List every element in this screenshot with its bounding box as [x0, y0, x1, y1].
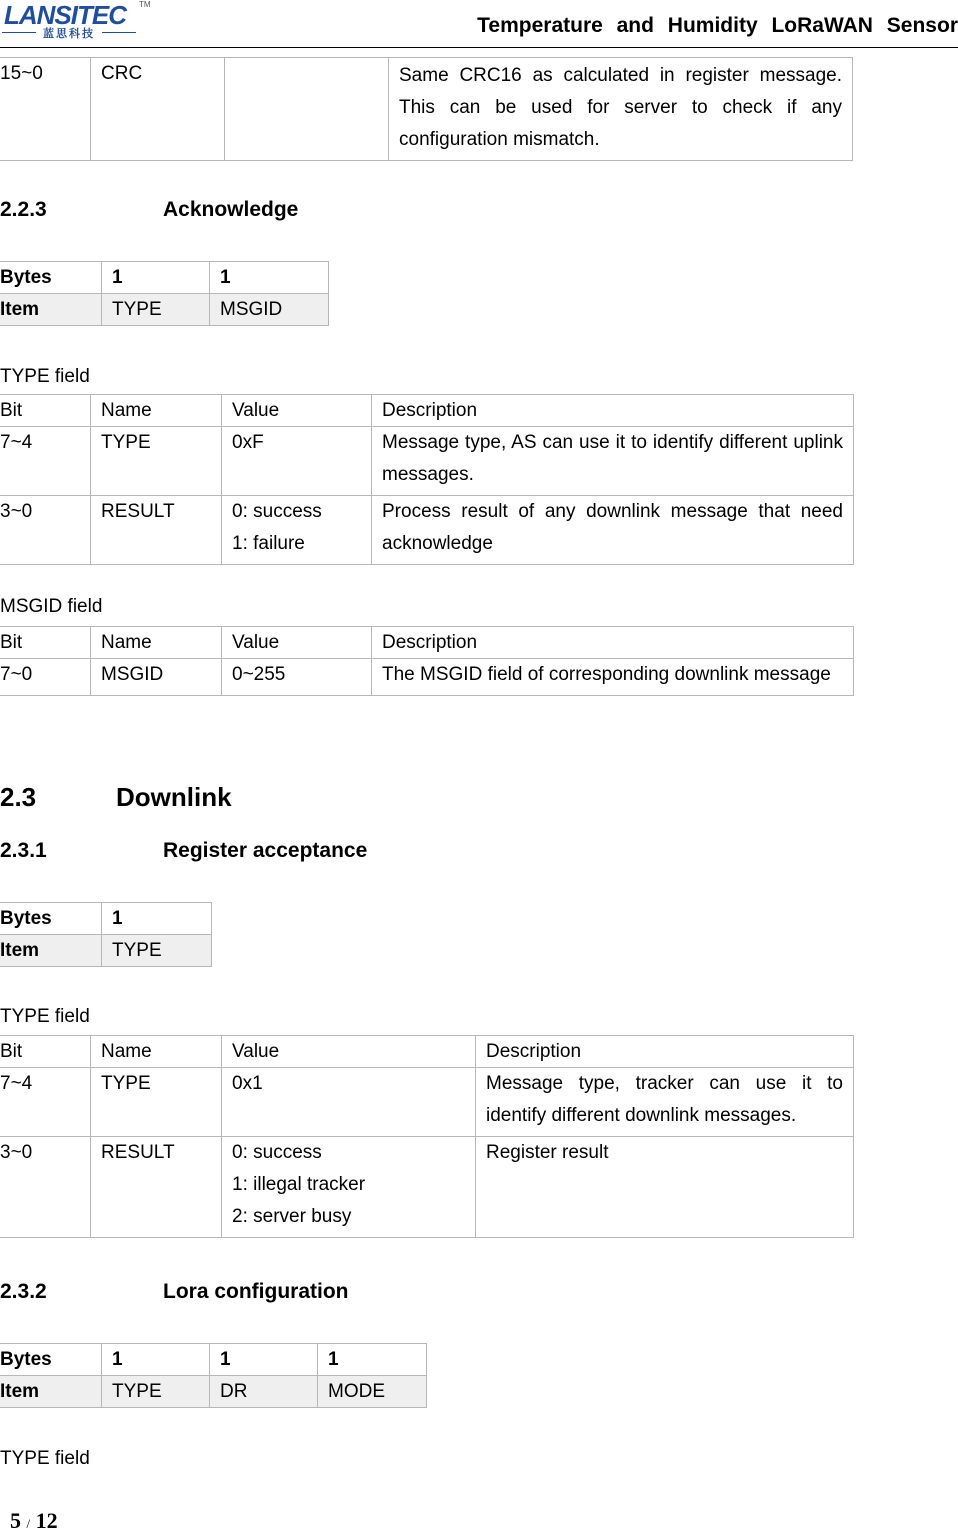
reg-bytes-table	[0, 902, 212, 967]
table-header-row	[0, 1036, 854, 1068]
table-cell: TYPE	[91, 427, 222, 496]
table-cell: DR	[210, 1376, 318, 1408]
table-cell: Bytes	[0, 903, 102, 935]
section-number: 2.3.2	[0, 1280, 47, 1303]
table-cell	[222, 496, 372, 565]
table-header-row	[0, 395, 854, 427]
ack-type-table	[0, 394, 854, 565]
table-header-cell: Description	[476, 1036, 854, 1068]
table-cell: 1	[318, 1344, 427, 1376]
ack-bytes-table	[0, 261, 329, 326]
table-cell: 15~0	[0, 58, 91, 161]
table-cell: Item	[0, 935, 102, 967]
section-heading: Register acceptance	[163, 839, 368, 862]
value-line: 0xF	[232, 432, 264, 453]
bytes-row	[0, 262, 329, 294]
section-number: 2.3.1	[0, 839, 47, 862]
page-total: 12	[35, 1508, 58, 1533]
logo-wordmark: LANSITEC	[4, 0, 126, 30]
crc-table	[0, 57, 853, 161]
table-cell: Item	[0, 1376, 102, 1408]
field-label: TYPE field	[0, 1006, 90, 1027]
table-header-cell: Value	[222, 395, 372, 427]
logo-line-right	[102, 32, 136, 33]
table-cell: Same CRC16 as calculated in register message. This can be used for server to check if any configuration mismatch.	[389, 58, 853, 161]
table-cell	[225, 58, 389, 161]
table-header-cell: Bit	[0, 1036, 91, 1068]
table-cell: 1	[210, 1344, 318, 1376]
table-cell: TYPE	[102, 935, 212, 967]
company-logo	[2, 0, 150, 40]
header-rule	[0, 47, 958, 48]
value-line: 1: failure	[232, 533, 305, 554]
section-heading: Acknowledge	[163, 198, 299, 221]
table-cell: Register result	[476, 1137, 854, 1238]
table-row	[0, 1068, 854, 1137]
page-number	[10, 1508, 58, 1534]
document-title: Temperature and Humidity LoRaWAN Sensor	[477, 14, 958, 37]
section-heading: Downlink	[116, 782, 232, 812]
table-cell: 0x1	[222, 1068, 476, 1137]
table-cell: 1	[102, 262, 210, 294]
table-row	[0, 58, 853, 161]
table-cell: 0~255	[222, 659, 372, 696]
table-header-cell: Value	[222, 1036, 476, 1068]
logo-subtitle: 蓝思科技	[43, 28, 95, 40]
table-cell: 1	[102, 903, 212, 935]
table-header-cell: Description	[372, 395, 854, 427]
table-cell: 7~0	[0, 659, 91, 696]
table-header-cell: Bit	[0, 395, 91, 427]
table-cell: The MSGID field of corresponding downlink message	[372, 659, 854, 696]
value-line: 0: success	[232, 1142, 322, 1163]
table-cell: MSGID	[91, 659, 222, 696]
bytes-row	[0, 903, 212, 935]
table-cell: MODE	[318, 1376, 427, 1408]
page-separator: /	[26, 1516, 31, 1531]
table-cell: TYPE	[102, 1376, 210, 1408]
ack-msgid-table	[0, 626, 854, 696]
table-cell: 1	[102, 1344, 210, 1376]
table-header-cell: Value	[222, 627, 372, 659]
table-header-cell: Name	[91, 395, 222, 427]
value-line: 0: success	[232, 501, 322, 522]
table-cell: 7~4	[0, 1068, 91, 1137]
table-cell: 3~0	[0, 1137, 91, 1238]
table-header-cell: Bit	[0, 627, 91, 659]
table-cell: 3~0	[0, 496, 91, 565]
table-cell: Bytes	[0, 262, 102, 294]
table-row	[0, 659, 854, 696]
section-number: 2.2.3	[0, 198, 47, 221]
reg-type-table	[0, 1035, 854, 1238]
item-row	[0, 1376, 427, 1408]
table-cell: TYPE	[102, 294, 210, 326]
table-cell: Process result of any downlink message that need acknowledge	[372, 496, 854, 565]
table-cell: Bytes	[0, 1344, 102, 1376]
table-cell: 7~4	[0, 427, 91, 496]
table-cell: Item	[0, 294, 102, 326]
field-label: TYPE field	[0, 366, 90, 387]
table-cell: TYPE	[91, 1068, 222, 1137]
table-header-row	[0, 627, 854, 659]
table-cell: CRC	[91, 58, 225, 161]
field-label: TYPE field	[0, 1448, 90, 1469]
table-cell: RESULT	[91, 496, 222, 565]
table-row	[0, 427, 854, 496]
table-cell: 1	[210, 262, 329, 294]
value-line: 2: server busy	[232, 1206, 352, 1227]
table-cell	[222, 1137, 476, 1238]
value-line: 1: illegal tracker	[232, 1174, 366, 1195]
item-row	[0, 294, 329, 326]
table-cell: MSGID	[210, 294, 329, 326]
table-cell: Message type, AS can use it to identify different uplink messages.	[372, 427, 854, 496]
table-row	[0, 1137, 854, 1238]
table-cell: Message type, tracker can use it to identify different downlink messages.	[476, 1068, 854, 1137]
field-label: MSGID field	[0, 596, 103, 617]
section-number: 2.3	[0, 782, 37, 812]
table-cell	[222, 427, 372, 496]
table-header-cell: Name	[91, 1036, 222, 1068]
bytes-row	[0, 1344, 427, 1376]
page-current: 5	[10, 1508, 21, 1533]
table-row	[0, 496, 854, 565]
section-heading: Lora configuration	[163, 1280, 349, 1303]
logo-trademark: TM	[139, 0, 151, 9]
table-cell: RESULT	[91, 1137, 222, 1238]
table-header-cell: Description	[372, 627, 854, 659]
table-header-cell: Name	[91, 627, 222, 659]
lora-bytes-table	[0, 1343, 427, 1408]
item-row	[0, 935, 212, 967]
